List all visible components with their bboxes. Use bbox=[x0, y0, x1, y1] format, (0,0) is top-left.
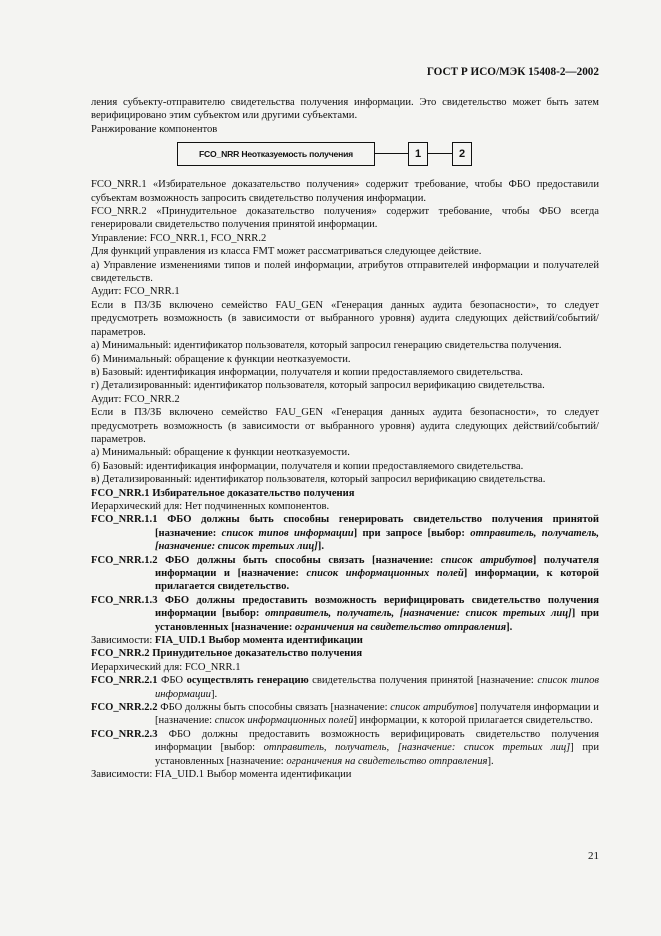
deps-value: FIA_UID.1 Выбор момента идентификации bbox=[154, 635, 363, 647]
req-selection: отправитель, получатель, [назначение: список третьих лиц] bbox=[155, 527, 599, 553]
req-emphasis: осуществлять генерацию bbox=[186, 675, 309, 687]
req-assignment: список информационных полей bbox=[306, 568, 464, 579]
component-box-2: 2 bbox=[452, 142, 472, 166]
req-assignment: список атрибутов bbox=[390, 702, 474, 714]
req-text: ]. bbox=[506, 621, 513, 633]
nrr2-requirement-2 bbox=[91, 701, 599, 728]
audit1-paragraph: Если в ПЗ/ЗБ включено семейство FAU_GEN «Генерация данных аудита безопасности», то следует предусмотреть возможность (в зависимости от выбранного уровня) аудита следующих действий/событий/параметров. bbox=[91, 299, 599, 338]
nrr2-requirement-1 bbox=[91, 674, 599, 701]
req-id: FCO_NRR.1.2 bbox=[91, 554, 158, 566]
ranking-label: Ранжирование компонентов bbox=[91, 123, 218, 135]
page-number: 21 bbox=[588, 850, 599, 862]
req-assignment: список типов информации bbox=[155, 675, 600, 700]
req-text: ФБО должны быть способны связать [назначение: bbox=[157, 702, 391, 714]
component-box-1: 1 bbox=[408, 142, 428, 166]
req-assignment: ограничения на свидетельство отправления bbox=[286, 755, 488, 767]
req-selection: отправитель, получатель, [назначение: список третьих лиц] bbox=[265, 608, 572, 620]
req-id: FCO_NRR.2.1 bbox=[91, 675, 158, 687]
req-text: ФБО должны быть способны генерировать свидетельство получения принятой [назначение: bbox=[155, 514, 599, 539]
audit1-item: г) Детализированный: идентификатор пользователя, который запросил верификацию свидетельства. bbox=[91, 380, 545, 392]
management-item: а) Управление изменениями типов и полей информации, атрибутов отправителей информации и получателей свидетельств. bbox=[91, 259, 599, 285]
req-id: FCO_NRR.2.2 bbox=[91, 702, 158, 714]
component-ranking-diagram bbox=[91, 142, 599, 172]
req-text: свидетельства получения принятой [назначение: bbox=[308, 675, 538, 687]
req-text: ]. bbox=[210, 688, 218, 700]
req-id: FCO_NRR.1.1 bbox=[91, 514, 158, 526]
req-assignment: ограничения на свидетельство отправления bbox=[295, 621, 507, 633]
fmt-paragraph: Для функций управления из класса FMT может рассматриваться следующее действие. bbox=[91, 246, 482, 258]
nrr2-description: FCO_NRR.2 «Принудительное доказательство получения» содержит требование, чтобы ФБО всегда генерировали свидетельство получения принятой информации. bbox=[91, 206, 599, 231]
req-text: ] получателя информации и [назначение: bbox=[155, 702, 599, 727]
req-id: FCO_NRR.1.3 bbox=[91, 594, 158, 606]
nrr1-requirement-3 bbox=[91, 594, 599, 634]
audit2-heading: Аудит: FCO_NRR.2 bbox=[91, 393, 180, 405]
req-text: ] информации, к которой прилагается свидетельство. bbox=[155, 568, 599, 593]
req-assignment: список атрибутов bbox=[440, 554, 533, 566]
management-heading: Управление: FCO_NRR.1, FCO_NRR.2 bbox=[91, 232, 267, 244]
page-content bbox=[91, 96, 599, 782]
connector-line bbox=[428, 153, 452, 154]
req-text: ]. bbox=[317, 541, 324, 553]
nrr2-hierarchy: Иерархический для: FCO_NRR.1 bbox=[91, 661, 241, 673]
audit1-item: б) Минимальный: обращение к функции неотказуемости. bbox=[91, 353, 351, 365]
req-selection: отправитель, получатель, [назначение: список третьих лиц] bbox=[263, 742, 571, 754]
req-text: ] при запросе [выбор: bbox=[353, 527, 471, 539]
nrr2-title: FCO_NRR.2 Принудительное доказательство получения bbox=[91, 648, 363, 660]
req-text: ФБО должны предоставить возможность верифицировать свидетельство получения информации [выбор: bbox=[155, 594, 599, 620]
audit2-paragraph: Если в ПЗ/ЗБ включено семейство FAU_GEN «Генерация данных аудита безопасности», то следует предусмотреть возможность (в зависимости от выбранного уровня) аудита следующих действий/событий/параметров. bbox=[91, 407, 599, 445]
audit2-item: а) Минимальный: обращение к функции неотказуемости. bbox=[91, 447, 350, 459]
req-text: ФБО должны предоставить возможность верифицировать свидетельство получения информации [выбор: bbox=[155, 728, 599, 754]
req-text: ФБО bbox=[157, 675, 187, 687]
audit2-item: в) Детализированный: идентификатор пользователя, который запросил верификацию свидетельства. bbox=[91, 474, 546, 486]
connector-line bbox=[375, 153, 408, 154]
deps-label: Зависимости: bbox=[91, 635, 155, 647]
nrr2-requirement-3 bbox=[91, 728, 599, 768]
req-text: ФБО должны быть способны связать [назначение: bbox=[157, 554, 441, 566]
req-text: ] при установленных [назначение: bbox=[155, 742, 599, 767]
req-text: ] информации, к которой прилагается свидетельство. bbox=[353, 715, 593, 727]
audit2-item: б) Базовый: идентификация информации, получателя и копии предоставляемого свидетельства. bbox=[91, 460, 524, 472]
audit1-item: в) Базовый: идентификация информации, получателя и копии предоставляемого свидетельства. bbox=[91, 366, 523, 378]
req-assignment: список типов информации bbox=[221, 527, 354, 539]
family-box: FCO_NRR Неотказуемость получения bbox=[177, 142, 375, 166]
req-text: ]. bbox=[487, 755, 494, 767]
req-text: ] при установленных [назначение: bbox=[155, 608, 599, 633]
nrr1-description: FCO_NRR.1 «Избирательное доказательство получения» содержит требование, чтобы ФБО предоставили субъектам возможность запросить свидетельство получения информации. bbox=[91, 179, 599, 204]
nrr2-dependencies: Зависимости: FIA_UID.1 Выбор момента идентификации bbox=[91, 769, 352, 781]
req-id: FCO_NRR.2.3 bbox=[91, 728, 158, 740]
intro-paragraph: ления субъекту-отправителю свидетельства получения информации. Это свидетельство может быть затем верифицировано этим субъектом или другими субъектами. bbox=[91, 97, 599, 122]
audit1-item: а) Минимальный: идентификатор пользователя, который запросил генерацию свидетельства получения. bbox=[91, 340, 562, 352]
nrr1-requirement-2 bbox=[91, 554, 599, 594]
nrr1-hierarchy: Иерархический для: Нет подчиненных компонентов. bbox=[91, 500, 330, 512]
req-text: ] получателя информации и [назначение: bbox=[155, 554, 599, 579]
req-assignment: список информационных полей bbox=[214, 715, 354, 727]
audit1-heading: Аудит: FCO_NRR.1 bbox=[91, 286, 180, 298]
nrr1-requirement-1 bbox=[91, 513, 599, 553]
nrr1-title: FCO_NRR.1 Избирательное доказательство получения bbox=[91, 487, 355, 499]
page-header: ГОСТ Р ИСО/МЭК 15408-2—2002 bbox=[426, 66, 599, 78]
nrr1-dependencies bbox=[91, 634, 599, 647]
